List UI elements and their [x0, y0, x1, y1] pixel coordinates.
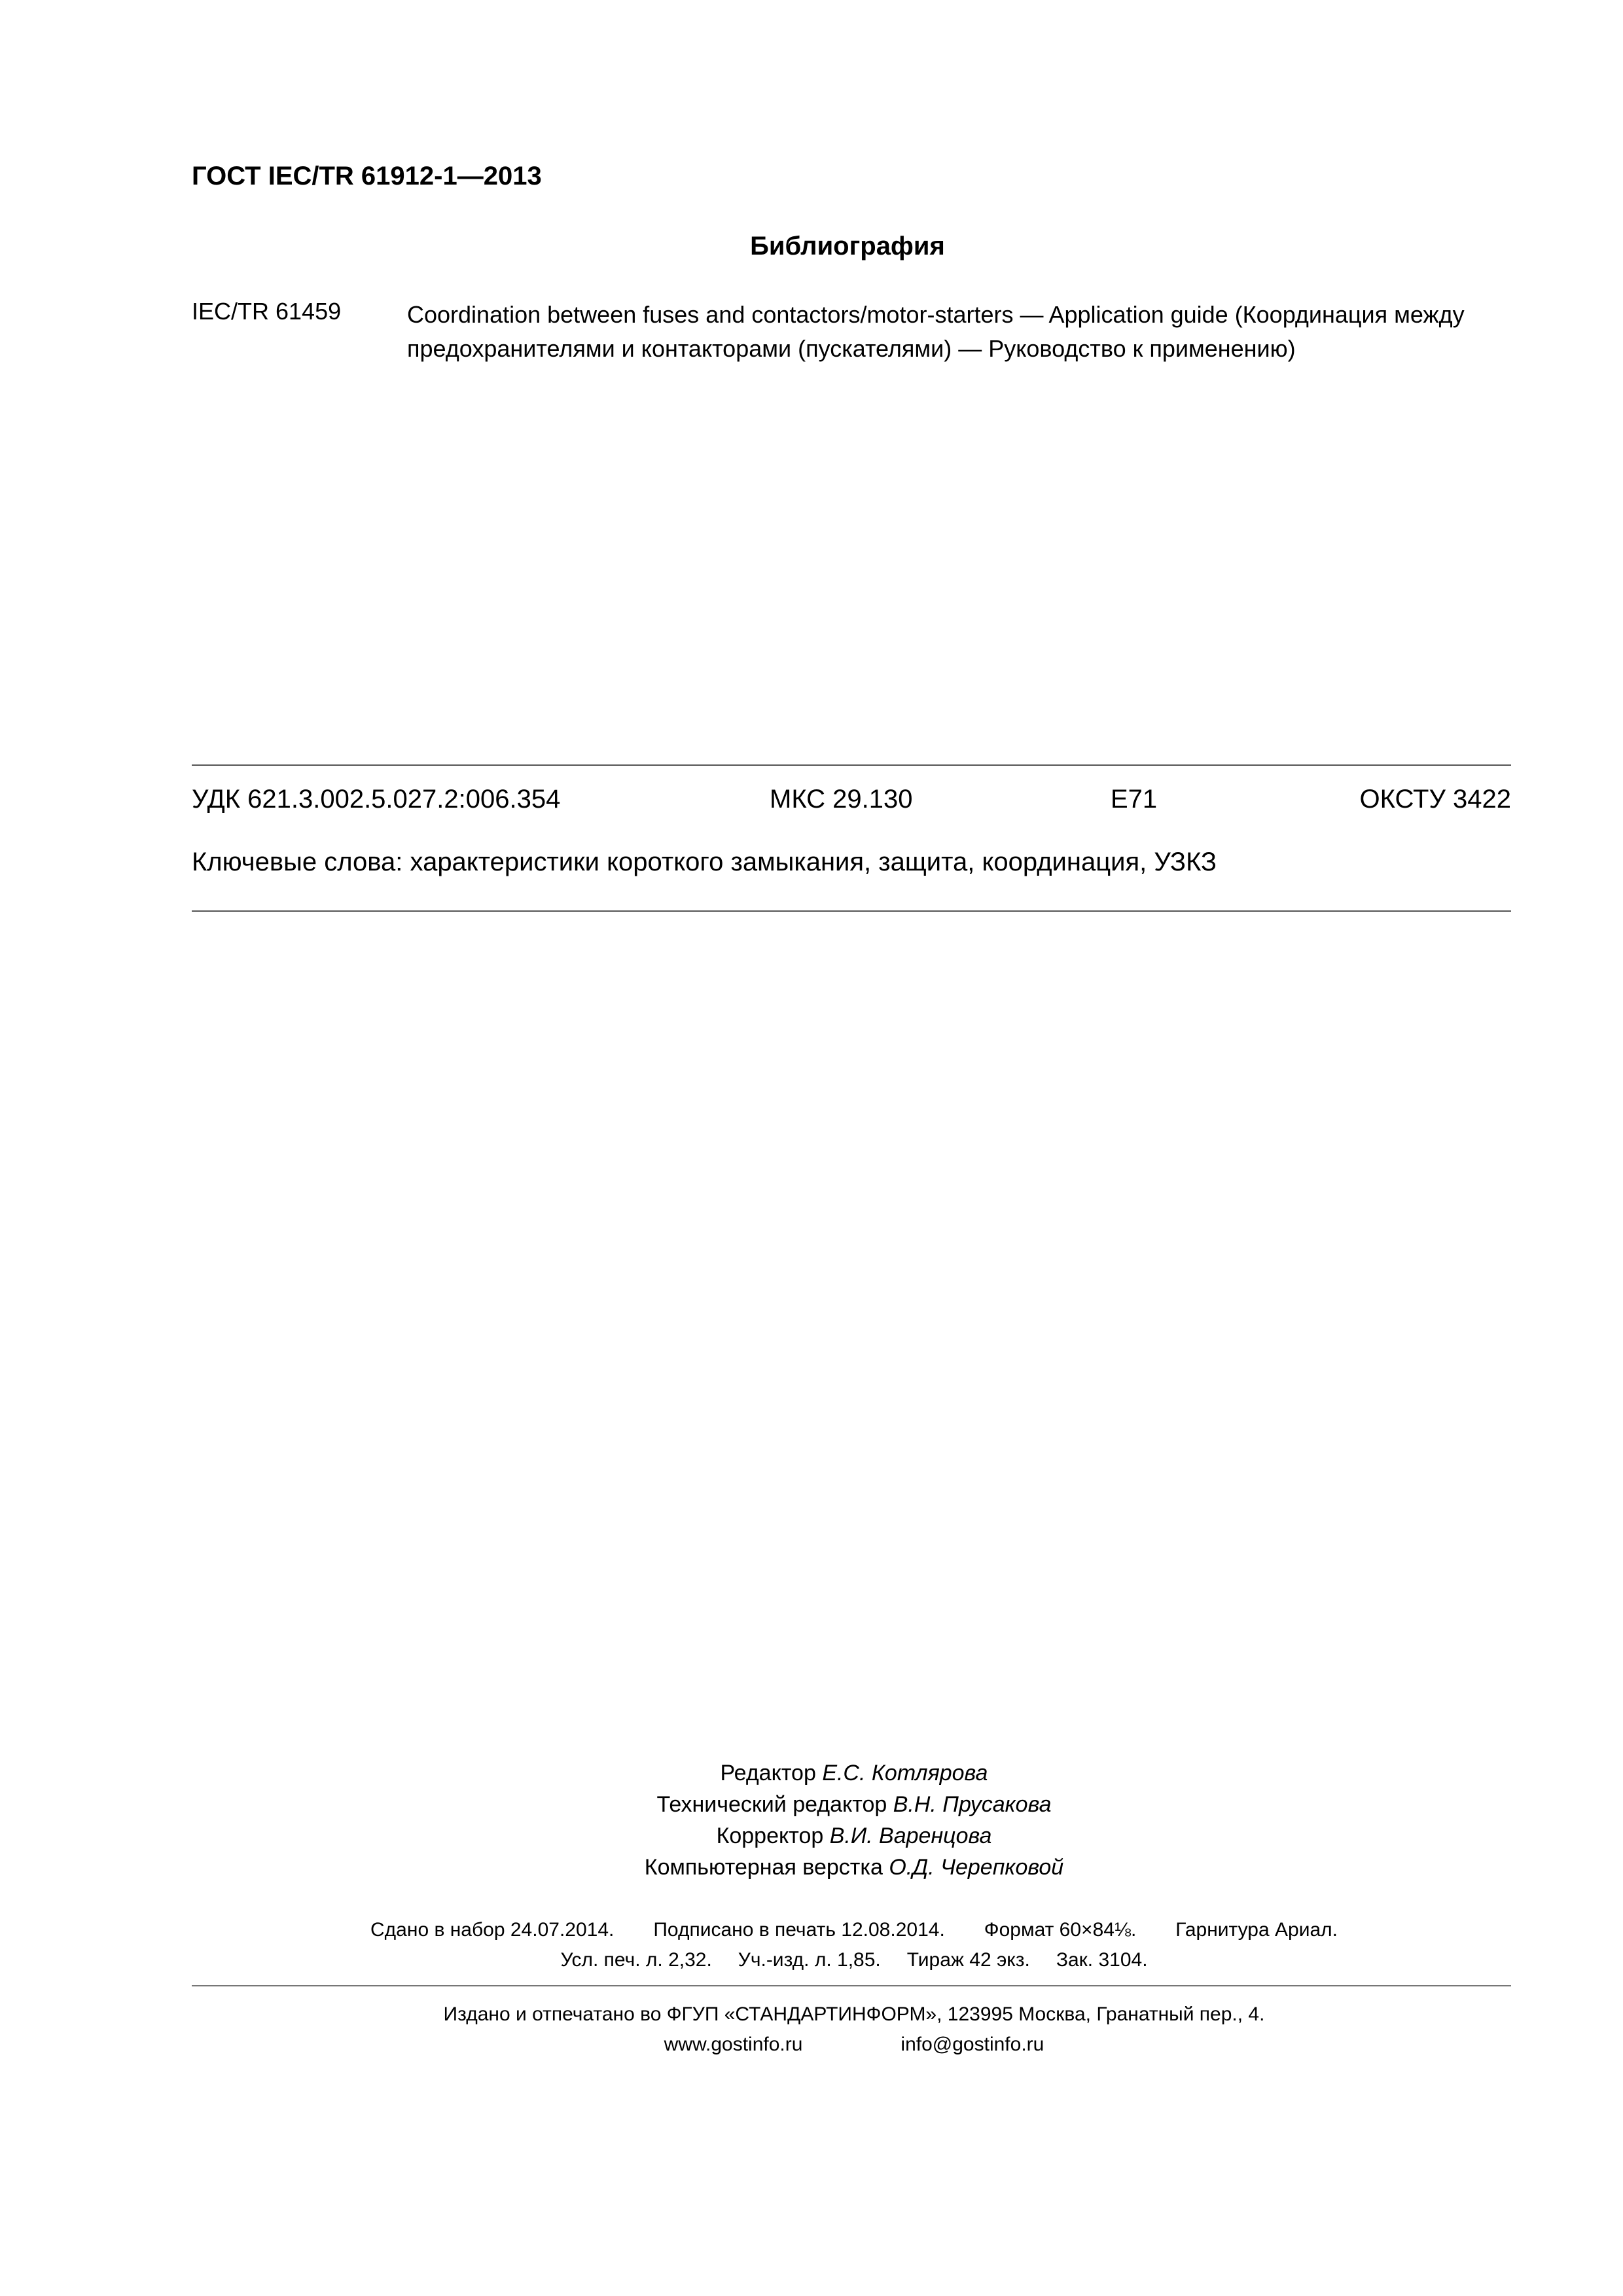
credit-name: В.И. Варенцова: [829, 1823, 992, 1848]
imprint-submitted: Сдано в набор 24.07.2014.: [370, 1919, 615, 1941]
imprint-format: Формат 60×84⅛.: [984, 1919, 1137, 1941]
publisher-website[interactable]: www.gostinfo.ru: [664, 2034, 803, 2055]
publisher-contacts: [0, 2034, 1623, 2056]
imprint-edition-sheets: Уч.-изд. л. 1,85.: [738, 1949, 881, 1971]
credit-proofreader: [0, 1823, 1623, 1849]
category-code: E71: [1111, 785, 1158, 814]
bibliography-ref: IEC/TR 61459: [192, 298, 342, 325]
document-code: ГОСТ IEC/TR 61912-1—2013: [192, 162, 542, 190]
imprint-print-run: Тираж 42 экз.: [906, 1949, 1030, 1971]
imprint-signed: Подписано в печать 12.08.2014.: [653, 1919, 945, 1941]
divider-top: [192, 764, 1511, 766]
credit-editor: [0, 1761, 1623, 1786]
credit-name: В.Н. Прусакова: [893, 1792, 1052, 1817]
udk-code: УДК 621.3.002.5.027.2:006.354: [192, 785, 561, 814]
imprint-line-2: [0, 1949, 1623, 1971]
bibliography-title: Библиография: [750, 232, 945, 260]
credit-role: Корректор: [716, 1823, 830, 1848]
keywords: Ключевые слова: характеристики короткого замыкания, защита, координация, УЗКЗ: [192, 848, 1217, 876]
divider-middle: [192, 910, 1511, 912]
divider-bottom: [192, 1985, 1511, 1986]
okstu-code: ОКСТУ 3422: [1359, 785, 1511, 814]
imprint-sheets: Усл. печ. л. 2,32.: [560, 1949, 712, 1971]
publisher-line: Издано и отпечатано во ФГУП «СТАНДАРТИНФОРМ», 123995 Москва, Гранатный пер., 4.: [443, 2003, 1265, 2025]
credit-role: Компьютерная верстка: [644, 1855, 889, 1880]
credit-tech-editor: [0, 1792, 1623, 1818]
publisher-email[interactable]: info@gostinfo.ru: [901, 2034, 1044, 2055]
mks-code: МКС 29.130: [770, 785, 913, 814]
credit-role: Технический редактор: [656, 1792, 893, 1817]
credit-role: Редактор: [720, 1761, 823, 1785]
imprint-line-1: [0, 1919, 1623, 1941]
imprint-typeface: Гарнитура Ариал.: [1175, 1919, 1338, 1941]
imprint-order: Зак. 3104.: [1056, 1949, 1148, 1971]
credit-layout: [0, 1855, 1623, 1880]
credit-name: О.Д. Черепковой: [889, 1855, 1064, 1880]
credit-name: Е.С. Котлярова: [822, 1761, 988, 1785]
bibliography-text: Coordination between fuses and contactors/motor-starters — Application guide (Координация между предохранителями и контакторами (пускателями) — Руководство к применению): [407, 301, 1465, 362]
